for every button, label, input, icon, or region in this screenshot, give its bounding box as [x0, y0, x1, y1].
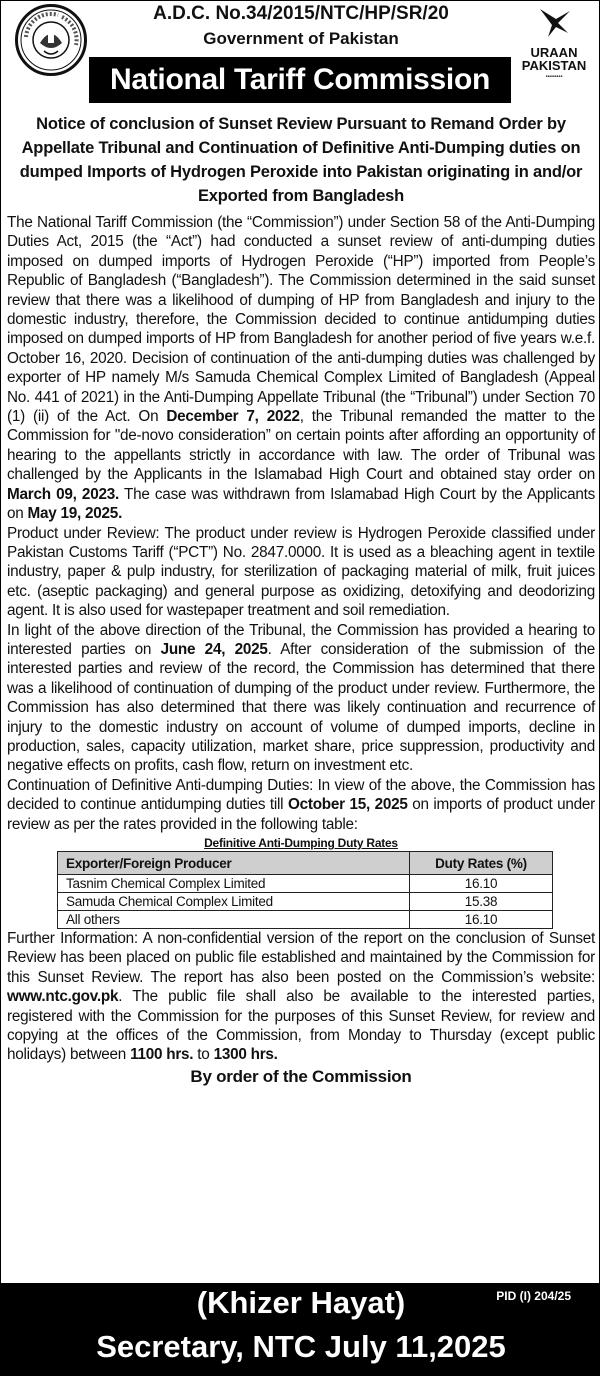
pid-number: PID (I) 204/25: [496, 1289, 571, 1303]
by-order-line: By order of the Commission: [190, 1066, 412, 1086]
signatory-name: (Khizer Hayat): [196, 1285, 406, 1320]
col-header-exporter: Exporter/Foreign Producer: [58, 852, 410, 875]
col-header-rate: Duty Rates (%): [410, 852, 553, 875]
table-row: [58, 875, 553, 893]
exporter-cell: All others: [58, 911, 410, 929]
table-row: [58, 893, 553, 911]
paragraph-background: The National Tariff Commission (the “Commission”) under Section 58 of the Anti-Dumping Duties Act, 2015 (the “Act”) had conducted a sunset review of anti-dumping duties imposed on dumped imports of Hydrogen Peroxide (“HP”) imported from People’s Republic of Bangladesh (“Bangladesh”). The Commission determined in the said sunset review that there was a likelihood of dumping of HP from Bangladesh and injury to the domestic industry, therefore, the Commission decided to continue antidumping duties imposed on dumped imports of HP from Bangladesh for another period of five years w.e.f. October 16, 2020. Decision of continuation of the anti-dumping duties was challenged by exporter of HP namely M/s Samuda Chemical Complex Limited of Bangladesh (Appeal No. 441 of 2021) in the Anti-Dumping Appellate Tribunal (the “Tribunal”) under Section 70 (1) (ii) of the Act. On December 7, 2022, the Tribunal remanded the matter to the Commission for "de-novo consideration” on certain points after affording an opportunity of hearing to the appellants strictly in accordance with law. The order of Tribunal was challenged by the Applicants in the Islamabad High Court and obtained stay order on March 09, 2023. The case was withdrawn from Islamabad High Court by the Applicants on May 19, 2025.: [7, 214, 595, 523]
website-link: www.ntc.gov.pk: [7, 988, 119, 1006]
signatory-title-date: Secretary, NTC July 11,2025: [96, 1329, 506, 1364]
notice-body: [7, 213, 595, 1088]
duty-table-title: Definitive Anti-Dumping Duty Rates: [204, 836, 398, 850]
rate-cell: 15.38: [410, 893, 553, 911]
adc-number: A.D.C. No.34/2015/NTC/HP/SR/20: [153, 3, 449, 24]
logo-tagline-decoration: ▪▪▪▪▪▪▪▪: [545, 74, 563, 80]
paragraph-continuation: Continuation of Definitive Anti-dumping Duties: In view of the above, the Commission has decided to continue antidumping duties till October 15, 2025 on imports of product under review as per the rates provided in the following table:: [7, 776, 595, 833]
rate-cell: 16.10: [410, 875, 553, 893]
notice-title: Notice of conclusion of Sunset Review Pursuant to Remand Order by Appellate Tribunal and Continuation of Definitive Anti-Dumping duties on dumped Imports of Hydrogen Peroxide into Pakistan originating in and/or Exported from Bangladesh: [19, 115, 583, 205]
paragraph-further-information: Further Information: A non-confidential version of the report on the conclusion of Sunset Review has been placed on public file established and maintained by the Commission for this Sunset Review. The report has also been posted on the Commission’s website: www.ntc.gov.pk. The public file shall also be available to the interested parties, registered with the Commission for the purposes of this Sunset Review, for review and copying at the offices of the Commission, from Monday to Thursday (except public holidays) between 1100 hrs. to 1300 hrs.: [7, 930, 595, 1064]
bird-icon: [534, 7, 574, 41]
signature-footer: [1, 1283, 599, 1375]
exporter-cell: Samuda Chemical Complex Limited: [58, 893, 410, 911]
commission-banner: National Tariff Commission: [89, 57, 511, 103]
government-line: Government of Pakistan: [203, 29, 399, 48]
logo-brand-line2: PAKISTAN: [521, 58, 587, 73]
paragraph-product: Product under Review: The product under review is Hydrogen Peroxide classified under Pakistan Customs Tariff (“PCT”) No. 2847.0000. It is used as a bleaching agent in textile industry, paper & pulp industry, for sterilization of packaging material of milk, fruit juices etc. (aseptic packaging) and general purpose as oxidizing, detoxifying and deodorizing agent. It is also used for wastepaper treatment and soil remediation.: [7, 524, 595, 620]
paragraph-determination: In light of the above direction of the Tribunal, the Commission has provided a hearing to interested parties on June 24, 2025. After consideration of the submission of the interested parties and review of the record, the Commission has determined that there was a likelihood of continuation of dumping of the product under review. Furthermore, the Commission has also determined that there was likely continuation and recurrence of injury to the domestic industry on account of volume of dumped imports, decline in production, sales, capacity utilization, market share, price suppression, productivity and negative effects on profits, cash flow, return on investment etc.: [7, 621, 595, 775]
uraan-pakistan-logo: [515, 7, 593, 85]
logo-brand-line1: URAAN: [530, 45, 578, 60]
exporter-cell: Tasnim Chemical Complex Limited: [58, 875, 410, 893]
table-header-row: [58, 852, 553, 875]
duty-rates-table: [57, 851, 553, 929]
rate-cell: 16.10: [410, 911, 553, 929]
table-row: [58, 911, 553, 929]
